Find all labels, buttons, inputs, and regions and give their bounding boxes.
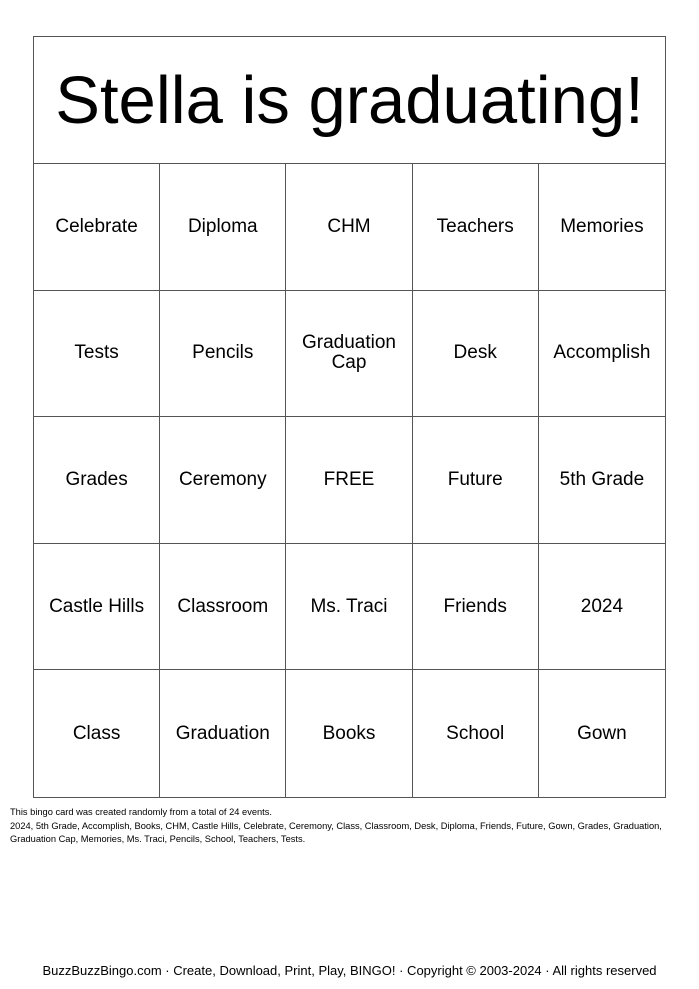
bingo-cell: Class xyxy=(34,670,160,797)
bingo-cell: Ceremony xyxy=(160,417,286,544)
bingo-cell: Teachers xyxy=(413,164,539,291)
free-space-cell: FREE xyxy=(286,417,412,544)
bingo-cell: Castle Hills xyxy=(34,544,160,671)
bingo-cell: Memories xyxy=(539,164,665,291)
bingo-cell: Books xyxy=(286,670,412,797)
note-event-list: 2024, 5th Grade, Accomplish, Books, CHM, Castle Hills, Celebrate, Ceremony, Class, Classroom, Desk, Diploma, Friends, Future, Gown, Grades, Graduation, Graduation Cap, Memories, Ms. Traci, Pencils, School, Teachers, Tests. xyxy=(10,820,662,844)
bingo-cell: Graduation xyxy=(160,670,286,797)
bingo-cell: Desk xyxy=(413,291,539,418)
bingo-cell: Ms. Traci xyxy=(286,544,412,671)
bingo-cell: CHM xyxy=(286,164,412,291)
bingo-cell: Graduation Cap xyxy=(286,291,412,418)
card-title: Stella is graduating! xyxy=(34,37,665,164)
bingo-cell: Celebrate xyxy=(34,164,160,291)
bingo-grid xyxy=(34,164,665,797)
bingo-cell: Tests xyxy=(34,291,160,418)
bingo-cell: Classroom xyxy=(160,544,286,671)
card-note xyxy=(10,806,699,847)
bingo-cell: Future xyxy=(413,417,539,544)
bingo-cell: Friends xyxy=(413,544,539,671)
bingo-cell: Diploma xyxy=(160,164,286,291)
bingo-cell: 5th Grade xyxy=(539,417,665,544)
bingo-cell: 2024 xyxy=(539,544,665,671)
footer-text: BuzzBuzzBingo.com · Create, Download, Print, Play, BINGO! · Copyright © 2003-2024 · All rights reserved xyxy=(42,963,657,978)
bingo-cell: Gown xyxy=(577,722,627,744)
bingo-cell: Grades xyxy=(34,417,160,544)
note-summary: This bingo card was created randomly from a total of 24 events. xyxy=(10,807,272,817)
bingo-cell: Pencils xyxy=(160,291,286,418)
bingo-card xyxy=(33,36,666,798)
bingo-cell: Accomplish xyxy=(539,291,665,418)
bingo-cell: School xyxy=(413,670,539,797)
